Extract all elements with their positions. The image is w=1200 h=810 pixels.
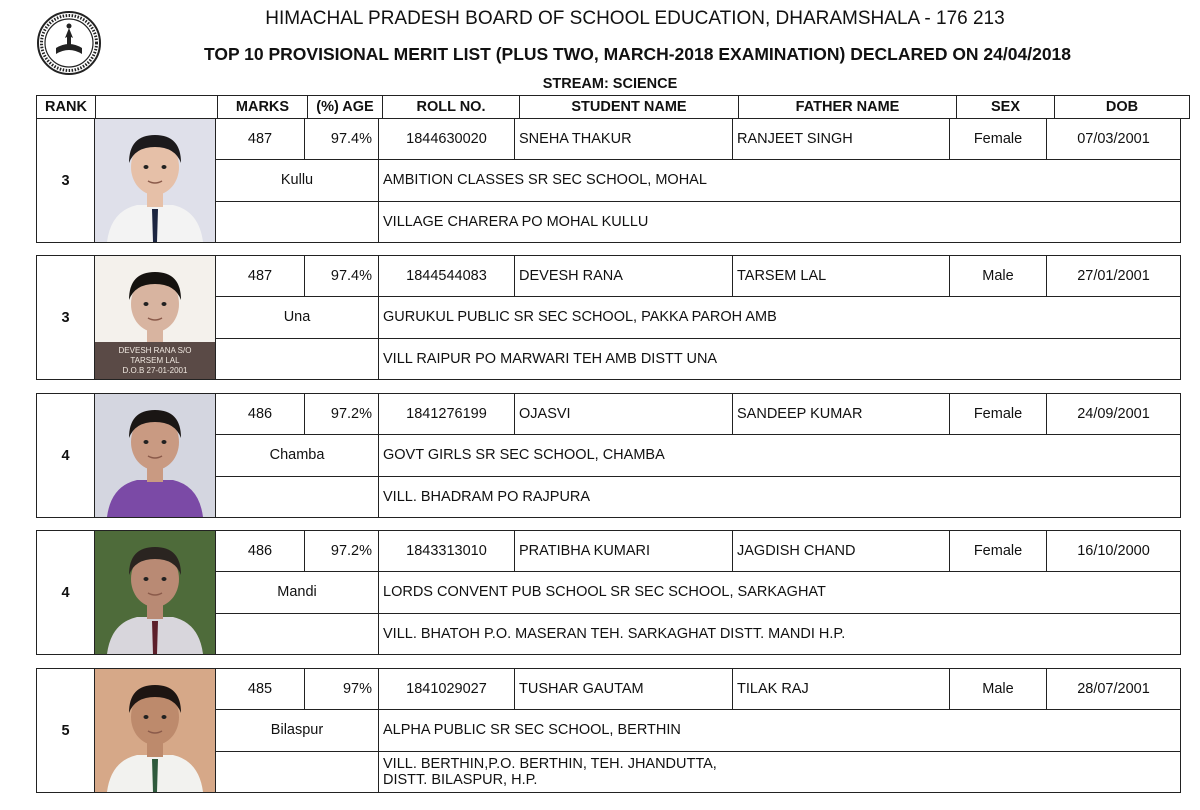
sex-value: Female: [950, 394, 1047, 435]
blank-cell: [216, 338, 379, 379]
student-name-value: OJASVI: [515, 394, 733, 435]
student-photo: [95, 669, 216, 793]
blank-cell: [216, 751, 379, 792]
student-photo-icon: [95, 394, 215, 517]
col-marks: MARKS: [218, 96, 308, 119]
col-photo: [96, 96, 218, 119]
district-value: Kullu: [216, 160, 379, 201]
student-photo-icon: [95, 531, 215, 654]
col-dob: DOB: [1055, 96, 1190, 119]
percentage-value: 97.2%: [305, 394, 379, 435]
student-photo: [95, 531, 216, 655]
photo-caption-line1: DEVESH RANA S/O: [118, 346, 192, 355]
col-percentage: (%) AGE: [308, 96, 383, 119]
father-name-value: TILAK RAJ: [733, 669, 950, 710]
photo-caption-line2: TARSEM LAL: [130, 356, 180, 365]
rank-value: 4: [37, 531, 95, 655]
address-value: [379, 476, 1181, 517]
blank-cell: [216, 476, 379, 517]
district-value: Una: [216, 297, 379, 338]
merit-record: [36, 530, 1181, 655]
dob-value: 27/01/2001: [1047, 256, 1181, 297]
dob-value: 16/10/2000: [1047, 531, 1181, 572]
address-line-1: VILL. BHATOH P.O. MASERAN TEH. SARKAGHAT DISTT. MANDI H.P.: [383, 625, 846, 642]
col-sex: SEX: [957, 96, 1055, 119]
percentage-value: 97.4%: [305, 256, 379, 297]
address-value: [379, 201, 1181, 242]
address-line-1: VILL RAIPUR PO MARWARI TEH AMB DISTT UNA: [383, 350, 718, 367]
student-photo-icon: [95, 256, 215, 379]
student-photo: [95, 394, 216, 518]
photo-caption-line3: D.O.B 27-01-2001: [122, 366, 188, 375]
rank-value: 4: [37, 394, 95, 518]
roll-no-value: 1843313010: [379, 531, 515, 572]
dob-value: 28/07/2001: [1047, 669, 1181, 710]
rank-value: 3: [37, 256, 95, 380]
merit-record: [36, 393, 1181, 518]
district-value: Bilaspur: [216, 710, 379, 751]
roll-no-value: 1841276199: [379, 394, 515, 435]
marks-value: 485: [216, 669, 305, 710]
father-name-value: RANJEET SINGH: [733, 119, 950, 160]
rank-value: 3: [37, 119, 95, 243]
percentage-value: 97%: [305, 669, 379, 710]
sex-value: Male: [950, 669, 1047, 710]
father-name-value: JAGDISH CHAND: [733, 531, 950, 572]
address-value: [379, 338, 1181, 379]
percentage-value: 97.4%: [305, 119, 379, 160]
school-value: LORDS CONVENT PUB SCHOOL SR SEC SCHOOL, SARKAGHAT: [379, 572, 1181, 613]
address-line-1: VILL. BHADRAM PO RAJPURA: [383, 488, 591, 505]
student-name-value: DEVESH RANA: [515, 256, 733, 297]
student-photo: [95, 119, 216, 243]
dob-value: 24/09/2001: [1047, 394, 1181, 435]
district-value: Chamba: [216, 435, 379, 476]
dob-value: 07/03/2001: [1047, 119, 1181, 160]
student-name-value: TUSHAR GAUTAM: [515, 669, 733, 710]
address-value: [379, 751, 1181, 792]
blank-cell: [216, 201, 379, 242]
stream-label: STREAM: SCIENCE: [542, 76, 678, 92]
col-student-name: STUDENT NAME: [520, 96, 739, 119]
merit-record: [36, 255, 1181, 380]
col-father-name: FATHER NAME: [739, 96, 957, 119]
roll-no-value: 1844544083: [379, 256, 515, 297]
merit-list-title: TOP 10 PROVISIONAL MERIT LIST (PLUS TWO, MARCH-2018 EXAMINATION) DECLARED ON 24/04/2018: [203, 44, 1072, 64]
board-title: HIMACHAL PRADESH BOARD OF SCHOOL EDUCATION, DHARAMSHALA - 176 213: [265, 8, 1005, 29]
roll-no-value: 1841029027: [379, 669, 515, 710]
sex-value: Male: [950, 256, 1047, 297]
address-line-1: VILL. BERTHIN,P.O. BERTHIN, TEH. JHANDUTTA,: [383, 755, 717, 772]
blank-cell: [216, 613, 379, 654]
student-name-value: SNEHA THAKUR: [515, 119, 733, 160]
father-name-value: TARSEM LAL: [733, 256, 950, 297]
address-value: [379, 613, 1181, 654]
roll-no-value: 1844630020: [379, 119, 515, 160]
percentage-value: 97.2%: [305, 531, 379, 572]
father-name-value: SANDEEP KUMAR: [733, 394, 950, 435]
student-photo-icon: [95, 669, 215, 792]
sex-value: Female: [950, 119, 1047, 160]
school-value: GURUKUL PUBLIC SR SEC SCHOOL, PAKKA PAROH AMB: [379, 297, 1181, 338]
marks-value: 487: [216, 119, 305, 160]
merit-record: [36, 668, 1181, 793]
merit-record: [36, 118, 1181, 243]
rank-value: 5: [37, 669, 95, 793]
student-photo: [95, 256, 216, 380]
school-value: GOVT GIRLS SR SEC SCHOOL, CHAMBA: [379, 435, 1181, 476]
marks-value: 486: [216, 394, 305, 435]
col-rank: RANK: [37, 96, 96, 119]
marks-value: 486: [216, 531, 305, 572]
address-line-1: VILLAGE CHARERA PO MOHAL KULLU: [383, 213, 649, 230]
district-value: Mandi: [216, 572, 379, 613]
marks-value: 487: [216, 256, 305, 297]
student-photo-icon: [95, 119, 215, 242]
student-name-value: PRATIBHA KUMARI: [515, 531, 733, 572]
sex-value: Female: [950, 531, 1047, 572]
address-line-2: DISTT. BILASPUR, H.P.: [383, 771, 538, 788]
school-value: AMBITION CLASSES SR SEC SCHOOL, MOHAL: [379, 160, 1181, 201]
school-value: ALPHA PUBLIC SR SEC SCHOOL, BERTHIN: [379, 710, 1181, 751]
col-roll-no: ROLL NO.: [383, 96, 520, 119]
column-header: [36, 95, 1190, 119]
